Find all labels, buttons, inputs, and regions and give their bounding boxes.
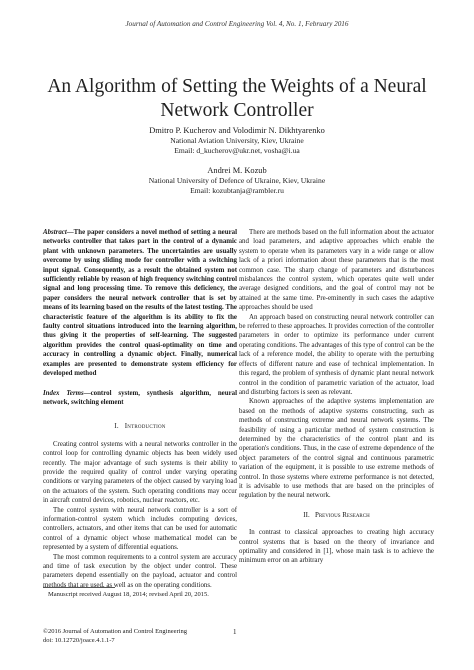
- abstract-text: —The paper considers a novel method of setting a neural networks controller that takes part in the control of a dynamic plant with unknown parameters. The uncertainties are usually overcome by using sliding mode for controller with a switching input signal. Consequently, as a result the obtained system not sufficiently reliable by reason of high frequency switching control signal and long processing time. To remove this deficiency, the paper considers the neural network controller that is set by means of its learning based on the results of the latest testing. The characteristic feature of the algorithm is its ability to fix the faulty control situations introduced into the learning algorithm, thus giving it the properties of self-learning. The suggested algorithm provides the control quasi-optimality on time and accuracy in controlling a dynamic object. Finally, numerical examples are presented to demonstrate system efficiency for developed method: [43, 229, 237, 378]
- section-number: II.: [303, 510, 310, 519]
- page-number: 1: [233, 628, 237, 636]
- manuscript-footnote: Manuscript received August 18, 2014; revised April 20, 2015.: [48, 591, 209, 598]
- author-group-1: [0, 126, 474, 156]
- copyright-line: ©2016 Journal of Automation and Control Engineering: [43, 628, 187, 635]
- right-paragraph-2: An approach based on constructing neural network controller can be referred to these approaches. It provides correction of the controller parameters in order to optimize its performance under current operating conditions. The advantages of this type of control can be the lack of a reference model, the ability to operate with the perturbing effects of different nature and ease of technical implementation. In this regard, the problem of synthesis of dynamic plant neural network control in the condition of parametric variation of the actuator, load and disturbing factors is seen as relevant.: [239, 313, 434, 396]
- intro-paragraph-1: Creating control systems with a neural networks controller in the control loop for controlling dynamic objects has been widely used recently. The major advantage of such systems is their ability to provide the required quality of control under varying operating conditions or varying parameters of the object caused by varying load on the actuators of the system. Such operating conditions may occur in aircraft control devices, robotics, nuclear reactors, etc.: [43, 440, 237, 505]
- author-group-2: [0, 166, 474, 196]
- previous-research-paragraph: In contrast to classical approaches to creating high accuracy control systems that is based on the theory of invariance and optimality and considered in [1], whose main task is to achieve the minimum error on an arbitrary: [239, 529, 434, 565]
- left-column: [43, 228, 237, 590]
- section-title: Introduction: [124, 422, 166, 431]
- section-heading-introduction: [43, 422, 237, 431]
- right-paragraph-1: There are methods based on the full information about the actuator and load parameters, and adaptive approaches which enable the system to operate when its parameters vary in a wide range or allow lack of a priori information about these parameters that is the most common case. The sharp change of parameters and disturbances misbalances the control system, which operates quite well under average designed conditions, and the goal of control may not be attained at the same time. Pre-eminently in such cases the adaptive approaches should be used: [239, 229, 434, 312]
- intro-paragraph-3: The most common requirements to a control system are accuracy and time of task execution by the object under control. These parameters depend essentially on the payload, actuator and control methods that are used, as well as on the operating conditions.: [43, 553, 237, 589]
- journal-header: Journal of Automation and Control Engineering Vol. 4, No. 1, February 2016: [125, 20, 349, 28]
- intro-paragraph-2: The control system with neural network controller is a sort of information-control system which includes computing devices, controllers, actuators, and other items that can be used for automatic control of a dynamic object whose mathematical model can be represented by a system of differential equations.: [43, 506, 237, 552]
- section-title: Previous Research: [314, 510, 370, 519]
- author-affiliation-1: National Aviation University, Kiev, Ukraine: [170, 136, 304, 145]
- author-affiliation-2: National University of Defence of Ukraine, Kiev, Ukraine: [148, 176, 326, 185]
- author-names-2: Andrei M. Kozub: [207, 166, 267, 175]
- index-terms-text: —control system, synthesis algorithm, neural network, switching element: [43, 389, 237, 406]
- title-line-1: An Algorithm of Setting the Weights of a Neural: [47, 76, 427, 97]
- abstract: [43, 228, 237, 379]
- abstract-label: Abstract: [43, 229, 67, 236]
- doi-line: doi: 10.12720/joace.4.1.1-7: [43, 637, 115, 644]
- right-column: [239, 228, 434, 566]
- author-names-1: Dmitro P. Kucherov and Volodimir N. Dikhtyarenko: [149, 126, 325, 135]
- author-block: [0, 126, 474, 196]
- section-heading-previous-research: [239, 511, 434, 520]
- footnote-divider: [43, 587, 115, 588]
- page-footer: [43, 627, 187, 645]
- right-paragraph-3: Known approaches of the adaptive systems implementation are based on the methods of adaptive systems constructing, such as methods of constructing extreme and neural network systems. The feasibility of using a particular method of system construction is determined by the characteristics of the control plant and its operation's conditions. Thus, in the case of extreme dependence of the object parameters of the control signal and continuous parametric variation of the equipment, it is possible to use extreme methods of control. In those systems where extreme performance is not detected, it is advisable to use methods that are based on the principles of regulation by the neural network.: [239, 398, 434, 500]
- index-terms: [43, 389, 237, 408]
- author-email-2: Email: kozubtanja@rambler.ru: [190, 186, 284, 195]
- title-line-2: Network Controller: [160, 100, 314, 121]
- paper-title: [30, 75, 444, 123]
- section-number: I.: [114, 422, 119, 431]
- author-email-1: Email: d_kucherov@ukr.net, vosha@i.ua: [174, 146, 300, 155]
- index-terms-label: Index Terms: [43, 389, 84, 397]
